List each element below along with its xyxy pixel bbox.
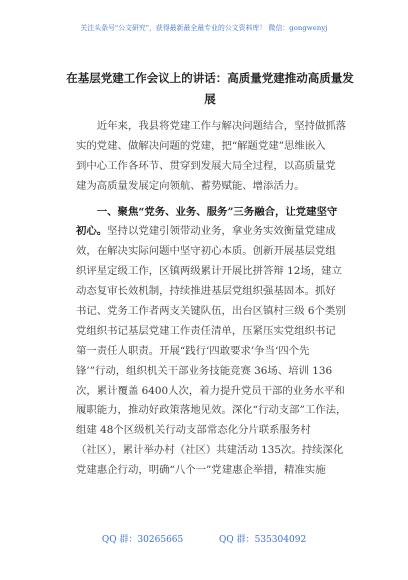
paragraph-line: 动态复审长效机制，持续推进基层党组织强基固本。抓好 [76,285,336,298]
footer-contacts [0,532,408,545]
qq-group-2: QQ 群：535304092 [219,535,307,545]
paragraph-line: 党建惠企行动，明确“八个一”党建惠企举措，精准实施 [76,464,326,477]
document-body [76,117,347,481]
paragraph-text: 坚持以党建引领带动业务，拿业务实效衡量党建成 [107,225,336,238]
paragraph-line: 次，累计覆盖 6400人次，着力提升党员干部的业务水平和 [76,384,345,397]
paragraph-line: 到中心工作各环节、贯穿到发展大局全过程，以高质量党 [76,159,336,172]
paragraph-line: 实的党建、做解决问题的党建，把“解题党建”思维嵌入 [76,139,326,152]
paragraph-line: 组建 48个区级机关行动支部常态化分片联系服务村 [76,424,311,437]
paragraph-line: 织评星定级工作，区镇两级累计开展比拼答辩 12场，建立 [76,265,342,278]
title-line-2: 展 [204,92,216,106]
paragraph-line: 书记、党务工作者两支关键队伍，出台区镇村三级 6个类别 [76,305,346,318]
qq-group-1: QQ 群：30265665 [101,535,184,545]
paragraph-line: 近年来，我县将党建工作与解决问题结合，坚持做抓落 [76,120,347,132]
paragraph-line: 效，在解决实际问题中坚守初心本质。创新开展基层党组 [76,245,336,258]
paragraph-line: （社区），累计举办村（社区）共建活动 135次。持续深化 [76,444,344,457]
paragraph-line [76,222,336,242]
section-heading-continued: 初心。 [76,225,108,238]
source-banner: 关注头条号"公文研究"，获得最新最全最专业的公文资料库！ 微信：gongwenyj [80,24,328,32]
paragraph-line: 履职能力，推动好政策落地见效。深化“行动支部”工作法， [76,404,347,417]
paragraph-line: 建为高质量发展定向领航、蓄势赋能、增添活力。 [76,179,305,192]
section-heading: 一、聚焦“党务、业务、服务”三务融合，让党建坚守 [76,205,338,218]
document-title [52,68,368,110]
paragraph-line: 锋’”行动，组织机关干部业务技能竞赛 36场、培训 136 [76,364,333,377]
title-line-1: 在基层党建工作会议上的讲话：高质量党建推动高质量发 [66,71,354,85]
paragraph-line: 第一责任人职责。开展“践行‘四敢要求’争当‘四个先 [76,344,310,357]
paragraph-line: 党组织书记基层党建工作责任清单，压紧压实党组织书记 [76,324,336,337]
